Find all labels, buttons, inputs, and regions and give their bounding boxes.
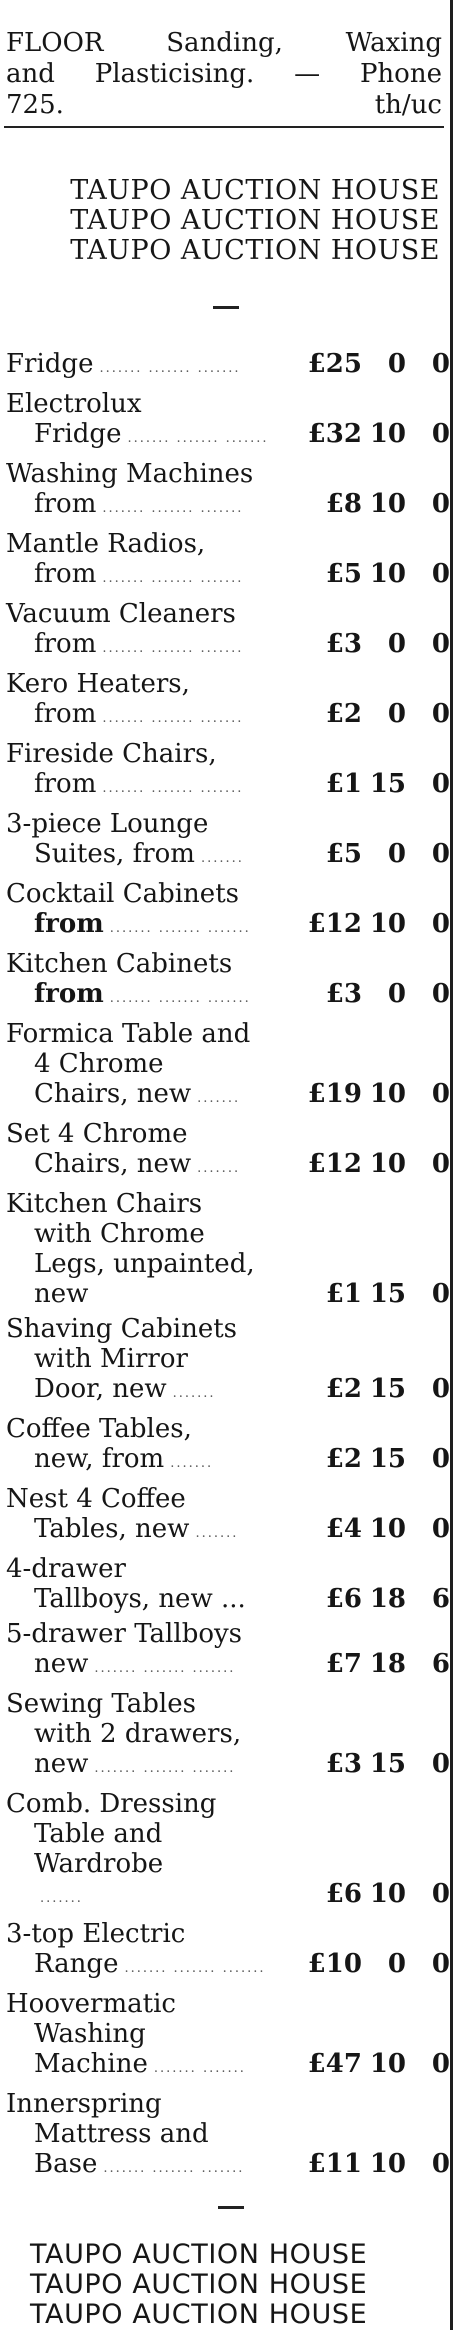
- price-shillings: 15: [369, 1749, 406, 1779]
- leader-dots: .......: [172, 1386, 216, 1401]
- price-pounds: £10: [307, 1949, 362, 1979]
- item-price-line: [6, 489, 450, 524]
- floor-ad-word: Phone: [359, 59, 442, 89]
- floor-ad-word: 725.: [6, 90, 64, 120]
- price-pounds: £19: [307, 1079, 362, 1109]
- item-price: [300, 839, 450, 869]
- price-shillings: 10: [369, 1879, 406, 1909]
- item-price: [300, 1749, 450, 1779]
- item-price: [300, 1649, 450, 1679]
- item-price: [300, 1149, 450, 1179]
- item-name-line: Tallboys, new ...: [34, 1584, 246, 1614]
- price-list: [6, 349, 450, 2184]
- price-item: [6, 1989, 450, 2084]
- item-price: [300, 419, 450, 449]
- item-name-line: Legs, unpainted,: [34, 1249, 255, 1279]
- leader-dots: ....... ....... .......: [127, 431, 269, 446]
- price-pounds: £1: [325, 1279, 362, 1309]
- item-price: [300, 979, 450, 1009]
- item-price-line: [6, 1584, 450, 1614]
- price-item: [6, 1484, 450, 1549]
- price-pounds: £12: [307, 909, 362, 939]
- item-price-line: [6, 979, 450, 1014]
- item-name-line: 3-top Electric: [6, 1919, 186, 1949]
- item-price: [300, 1374, 450, 1404]
- item-price-line: [6, 909, 450, 944]
- item-name-line: from: [34, 979, 104, 1009]
- price-pence: 0: [431, 2149, 450, 2179]
- price-item: [6, 1554, 450, 1614]
- leader-dots: ....... ....... .......: [102, 781, 244, 796]
- leader-dots: .......: [197, 1091, 241, 1106]
- item-price: [300, 1079, 450, 1109]
- leader-dots: .......: [170, 1456, 214, 1471]
- item-name-line: Kitchen Chairs: [6, 1189, 203, 1219]
- price-shillings: 0: [387, 979, 406, 1009]
- price-item: [6, 1314, 450, 1409]
- price-pence: 0: [431, 1444, 450, 1474]
- price-shillings: 18: [369, 1584, 406, 1614]
- price-shillings: 10: [369, 419, 406, 449]
- price-pounds: £47: [307, 2049, 362, 2079]
- item-price: [300, 629, 450, 659]
- price-item: [6, 1919, 450, 1984]
- floor-sanding-ad: [6, 28, 442, 121]
- price-item: [6, 1019, 450, 1114]
- floor-ad-line: [6, 90, 442, 121]
- item-price-line: [6, 699, 450, 734]
- price-pence: 0: [431, 1514, 450, 1544]
- section-divider: [4, 126, 444, 128]
- price-pounds: £3: [325, 979, 362, 1009]
- item-name-line: Kitchen Cabinets: [6, 949, 233, 979]
- price-item: [6, 1414, 450, 1479]
- price-shillings: 15: [369, 1444, 406, 1474]
- item-price-line: [6, 1149, 450, 1184]
- price-shillings: 10: [369, 1149, 406, 1179]
- price-item: [6, 739, 450, 804]
- item-name-line: Range: [34, 1949, 119, 1979]
- item-price: [300, 1444, 450, 1474]
- price-item: [6, 389, 450, 454]
- price-item: [6, 809, 450, 874]
- price-pence: 0: [431, 1279, 450, 1309]
- price-shillings: 10: [369, 2049, 406, 2079]
- item-price: [300, 1584, 450, 1614]
- price-pence: 0: [431, 419, 450, 449]
- item-price: [300, 699, 450, 729]
- price-pounds: £8: [325, 489, 362, 519]
- floor-ad-word: th/uc: [374, 90, 442, 120]
- auction-heading-top: [0, 176, 446, 266]
- item-name-line: Machine: [34, 2049, 148, 2079]
- leader-dots: ....... ....... .......: [103, 2161, 245, 2176]
- dash-divider: [213, 306, 239, 309]
- price-item: [6, 349, 450, 384]
- price-shillings: 10: [369, 559, 406, 589]
- price-pounds: £1: [325, 769, 362, 799]
- price-shillings: 10: [369, 1514, 406, 1544]
- floor-ad-word: and: [6, 59, 55, 89]
- item-name-line: from: [34, 909, 104, 939]
- leader-dots: ....... ....... .......: [99, 361, 241, 376]
- price-pounds: £4: [325, 1514, 362, 1544]
- dash-divider: [218, 2206, 244, 2209]
- item-price-line: [6, 1879, 450, 1914]
- price-pounds: £25: [307, 349, 362, 379]
- item-price-line: [6, 2149, 450, 2184]
- item-price-line: [6, 1649, 450, 1684]
- price-pounds: £32: [307, 419, 362, 449]
- item-price: [300, 2049, 450, 2079]
- item-price: [300, 1279, 450, 1309]
- item-name-line: Nest 4 Coffee: [6, 1484, 186, 1514]
- price-pence: 0: [431, 2049, 450, 2079]
- item-name-line: Cocktail Cabinets: [6, 879, 239, 909]
- leader-dots: ....... ....... .......: [102, 501, 244, 516]
- item-name-line: Shaving Cabinets: [6, 1314, 237, 1344]
- price-item: [6, 459, 450, 524]
- floor-ad-word: Waxing: [345, 28, 442, 58]
- item-price-line: [6, 349, 450, 384]
- item-name-line: new: [34, 1749, 89, 1779]
- item-name-line: Wardrobe: [34, 1849, 164, 1879]
- leader-dots: .......: [40, 1891, 83, 1906]
- price-pence: 0: [431, 1749, 450, 1779]
- price-pence: 0: [431, 839, 450, 869]
- item-name-line: Door, new: [34, 1374, 167, 1404]
- item-name-line: Mantle Radios,: [6, 529, 206, 559]
- price-pounds: £11: [307, 2149, 362, 2179]
- item-price-line: [6, 2049, 450, 2084]
- item-price: [300, 1949, 450, 1979]
- leader-dots: ....... ....... .......: [124, 1961, 266, 1976]
- item-name-line: Table and: [34, 1819, 163, 1849]
- price-item: [6, 949, 450, 1014]
- price-pounds: £7: [325, 1649, 362, 1679]
- price-pounds: £6: [325, 1879, 362, 1909]
- price-shillings: 15: [369, 1374, 406, 1404]
- item-name-line: Chairs, new: [34, 1079, 192, 1109]
- price-item: [6, 2089, 450, 2184]
- auction-heading-line: TAUPO AUCTION HOUSE: [30, 2269, 368, 2300]
- item-name-line: from: [34, 769, 97, 799]
- item-name-line: Suites, from: [34, 839, 195, 869]
- item-name-line: Kero Heaters,: [6, 669, 190, 699]
- item-price: [300, 769, 450, 799]
- item-name-line: new: [34, 1279, 89, 1309]
- item-name-line: Vacuum Cleaners: [6, 599, 236, 629]
- leader-dots: .......: [195, 1526, 239, 1541]
- item-name-line: Base: [34, 2149, 98, 2179]
- price-shillings: 10: [369, 489, 406, 519]
- price-pounds: £12: [307, 1149, 362, 1179]
- leader-dots: ....... ....... .......: [102, 571, 244, 586]
- price-pounds: £3: [325, 629, 362, 659]
- item-name-line: 4 Chrome: [34, 1049, 164, 1079]
- price-shillings: 10: [369, 909, 406, 939]
- floor-ad-word: Plasticising.: [94, 59, 255, 89]
- price-pence: 0: [431, 979, 450, 1009]
- price-pounds: £3: [325, 1749, 362, 1779]
- price-shillings: 10: [369, 2149, 406, 2179]
- item-price: [300, 349, 450, 379]
- price-pence: 0: [431, 1374, 450, 1404]
- price-pence: 0: [431, 349, 450, 379]
- item-name-line: Fridge: [34, 419, 122, 449]
- price-pence: 0: [431, 1949, 450, 1979]
- item-price-line: [6, 1749, 450, 1784]
- item-name-line: Mattress and: [34, 2119, 209, 2149]
- item-name-line: Chairs, new: [34, 1149, 192, 1179]
- floor-ad-word: Sanding,: [166, 28, 283, 58]
- price-pence: 0: [431, 489, 450, 519]
- item-name-line: Hoovermatic: [6, 1989, 176, 2019]
- item-name-line: Innerspring: [6, 2089, 162, 2119]
- item-name-line: 5-drawer Tallboys: [6, 1619, 243, 1649]
- item-price-line: [6, 1444, 450, 1479]
- item-name-line: new: [34, 1649, 89, 1679]
- price-pence: 0: [431, 1879, 450, 1909]
- price-item: [6, 529, 450, 594]
- price-pounds: £2: [325, 1444, 362, 1474]
- price-shillings: 15: [369, 769, 406, 799]
- floor-ad-word: —: [294, 59, 321, 89]
- auction-heading-line: TAUPO AUCTION HOUSE: [30, 2299, 368, 2330]
- floor-ad-line: [6, 28, 442, 59]
- auction-heading-line: TAUPO AUCTION HOUSE: [70, 235, 440, 266]
- leader-dots: .......: [200, 851, 244, 866]
- item-price: [300, 909, 450, 939]
- item-price: [300, 489, 450, 519]
- item-price-line: [6, 839, 450, 874]
- price-item: [6, 669, 450, 734]
- item-name-line: from: [34, 559, 97, 589]
- leader-dots: ....... .......: [153, 2061, 246, 2076]
- item-name-line: Formica Table and: [6, 1019, 251, 1049]
- price-item: [6, 1189, 450, 1309]
- item-price-line: [6, 769, 450, 804]
- price-pence: 0: [431, 559, 450, 589]
- floor-ad-line: [6, 59, 442, 90]
- item-price-line: [6, 1374, 450, 1409]
- price-shillings: 0: [387, 699, 406, 729]
- item-name-line: from: [34, 489, 97, 519]
- price-shillings: 0: [387, 839, 406, 869]
- item-price: [300, 559, 450, 589]
- item-name-line: Fireside Chairs,: [6, 739, 217, 769]
- item-name-line: Washing Machines: [6, 459, 254, 489]
- leader-dots: ....... ....... .......: [102, 641, 244, 656]
- item-name-line: with Mirror: [34, 1344, 188, 1374]
- item-name-line: new, from: [34, 1444, 165, 1474]
- price-pence: 6: [431, 1649, 450, 1679]
- price-item: [6, 1619, 450, 1684]
- item-name-line: with 2 drawers,: [34, 1719, 242, 1749]
- item-price-line: [6, 1514, 450, 1549]
- price-shillings: 18: [369, 1649, 406, 1679]
- floor-ad-word: FLOOR: [6, 28, 104, 58]
- item-name-line: Comb. Dressing: [6, 1789, 217, 1819]
- item-name-line: 3-piece Lounge: [6, 809, 209, 839]
- item-price-line: [6, 419, 450, 454]
- item-price-line: [6, 1279, 450, 1309]
- price-pence: 0: [431, 909, 450, 939]
- price-item: [6, 1789, 450, 1914]
- leader-dots: ....... ....... .......: [109, 991, 251, 1006]
- item-price-line: [6, 1079, 450, 1114]
- price-shillings: 0: [387, 629, 406, 659]
- auction-heading-line: TAUPO AUCTION HOUSE: [30, 2239, 368, 2270]
- item-price-line: [6, 1949, 450, 1984]
- auction-heading-line: TAUPO AUCTION HOUSE: [70, 175, 440, 206]
- leader-dots: ....... ....... .......: [94, 1761, 236, 1776]
- column-rule: [450, 0, 453, 2330]
- price-shillings: 0: [387, 349, 406, 379]
- item-name-line: with Chrome: [34, 1219, 205, 1249]
- price-item: [6, 1689, 450, 1784]
- price-pence: 6: [431, 1584, 450, 1614]
- item-name-line: from: [34, 699, 97, 729]
- item-name-line: from: [34, 629, 97, 659]
- item-name-line: Washing: [34, 2019, 146, 2049]
- price-pounds: £2: [325, 1374, 362, 1404]
- leader-dots: ....... ....... .......: [109, 921, 251, 936]
- auction-heading-bottom: [0, 2240, 446, 2330]
- item-price: [300, 1879, 450, 1909]
- item-price: [300, 2149, 450, 2179]
- item-name-line: Coffee Tables,: [6, 1414, 192, 1444]
- item-price-line: [6, 629, 450, 664]
- price-shillings: 15: [369, 1279, 406, 1309]
- item-price: [300, 1514, 450, 1544]
- price-shillings: 10: [369, 1079, 406, 1109]
- price-pence: 0: [431, 1079, 450, 1109]
- item-price-line: [6, 559, 450, 594]
- price-pence: 0: [431, 629, 450, 659]
- price-pence: 0: [431, 699, 450, 729]
- leader-dots: ....... ....... .......: [102, 711, 244, 726]
- auction-heading-line: TAUPO AUCTION HOUSE: [70, 205, 440, 236]
- item-name-line: Tables, new: [34, 1514, 190, 1544]
- leader-dots: ....... ....... .......: [94, 1661, 236, 1676]
- price-pence: 0: [431, 1149, 450, 1179]
- price-item: [6, 879, 450, 944]
- price-pounds: £5: [325, 839, 362, 869]
- leader-dots: .......: [197, 1161, 241, 1176]
- price-item: [6, 599, 450, 664]
- item-name-line: Electrolux: [6, 389, 142, 419]
- price-pounds: £6: [325, 1584, 362, 1614]
- price-pence: 0: [431, 769, 450, 799]
- price-shillings: 0: [387, 1949, 406, 1979]
- price-pounds: £5: [325, 559, 362, 589]
- item-name-line: 4-drawer: [6, 1554, 126, 1584]
- item-name-line: Fridge: [6, 349, 94, 379]
- price-pounds: £2: [325, 699, 362, 729]
- price-item: [6, 1119, 450, 1184]
- item-name-line: Set 4 Chrome: [6, 1119, 188, 1149]
- item-name-line: Sewing Tables: [6, 1689, 196, 1719]
